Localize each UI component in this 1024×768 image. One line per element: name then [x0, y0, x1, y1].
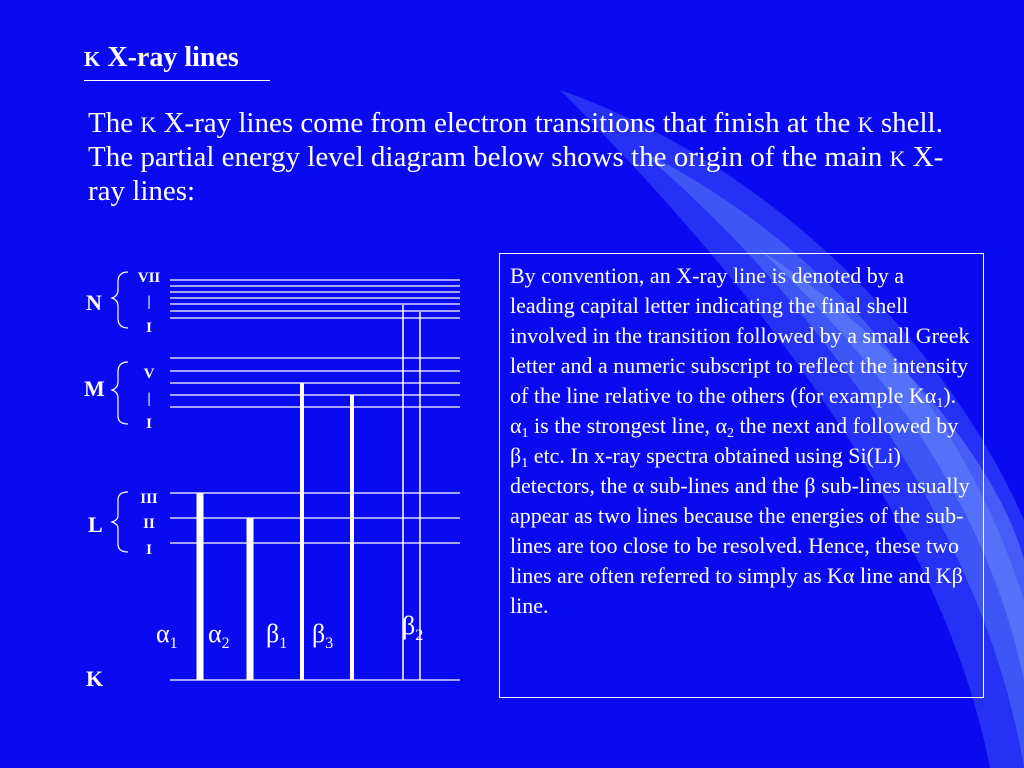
label-beta2: $\beta_2$ [402, 611, 424, 644]
l-subshell-top: III [140, 491, 158, 507]
l-shell-levels [170, 493, 460, 543]
shell-label-n: N [86, 290, 102, 315]
m-shell-levels [170, 358, 460, 407]
shell-label-m: M [84, 376, 105, 401]
label-alpha2: $\alpha_2$ [208, 619, 230, 652]
n-brace [112, 272, 128, 328]
l-brace [112, 492, 128, 552]
slide-title: K X-ray lines [84, 42, 270, 81]
n-shell-levels [170, 280, 460, 318]
m-subshell-bottom: I [146, 416, 152, 432]
n-subshell-top: VII [137, 270, 161, 286]
label-beta1: $\beta_1$ [266, 619, 288, 652]
convention-text-box: By convention, an X-ray line is denoted by a leading capital letter indicating the final shell involved in the transition followed by a small Greek letter and a numeric subscript to reflect the intensity of the line relative to the others (for example $K\alpha_1$). $\alpha_1$ is the strongest line, $\alpha_2$ the next and followed by $\beta_1$ etc. In x-ray spectra obtained using Si(Li) detectors, the α sub-lines and the β sub-lines usually appear as two lines because the energies of the sub-lines are too close to be resolved. Hence, these two lines are often referred to simply as Kα line and Kβ line. [499, 253, 984, 698]
l-subshell-bottom: I [146, 542, 152, 558]
n-subshell-bottom: I [146, 320, 152, 336]
shell-label-k: K [86, 666, 104, 691]
m-subshell-mid: | [147, 391, 151, 407]
label-beta3: $\beta_3$ [312, 619, 334, 652]
n-subshell-mid: | [147, 294, 151, 310]
energy-level-diagram [60, 250, 490, 700]
m-subshell-top: V [143, 366, 155, 382]
intro-paragraph: The K X-ray lines come from electron transitions that finish at the K shell. The partial energy level diagram below shows the origin of the main K X-ray lines: [88, 107, 944, 207]
m-brace [112, 362, 128, 424]
shell-label-l: L [88, 512, 103, 537]
l-subshell-mid: II [143, 516, 155, 532]
label-alpha1: $\alpha_1$ [156, 619, 178, 652]
